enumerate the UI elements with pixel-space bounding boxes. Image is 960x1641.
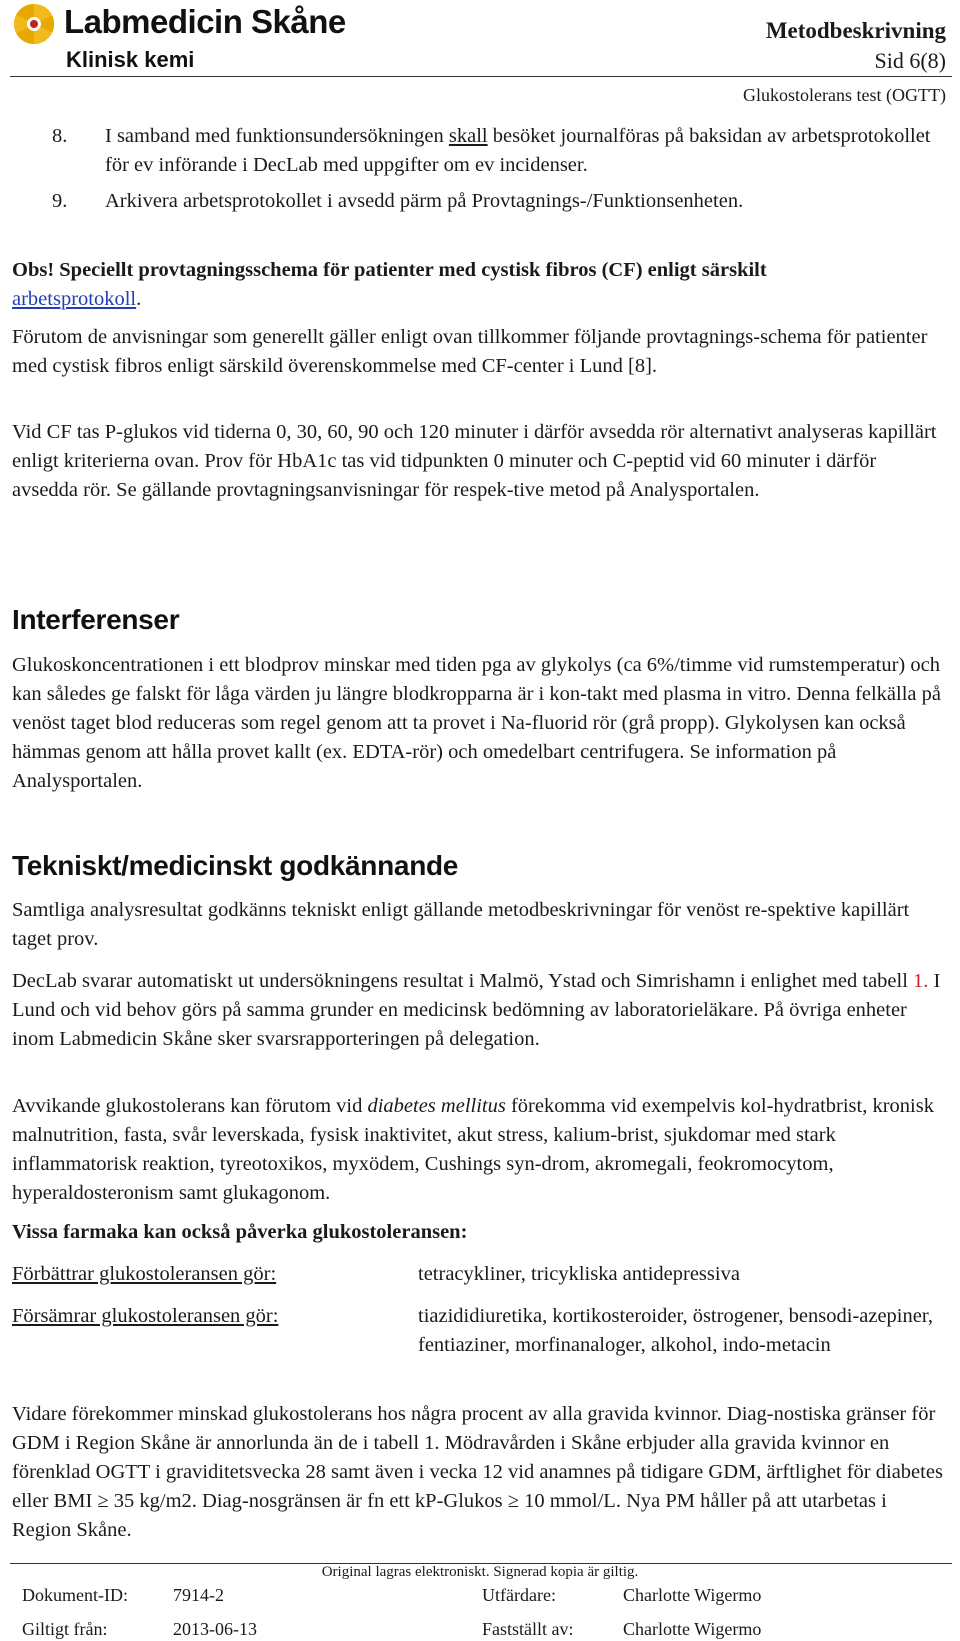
drugs-heading: Vissa farmaka kan också påverka glukostoleransen:: [12, 1221, 468, 1243]
section-heading-approval: Tekniskt/medicinskt godkännande: [12, 850, 459, 881]
list-item: Arkivera arbetsprotokollet i avsedd pärm på Provtagnings-/Funktionsenheten.: [105, 190, 744, 212]
list-item: I samband med funktionsundersökningen skall besöket journalföras på baksidan av arbetsprotokollet för ev införande i DecLab med uppgifter om ev incidenser.: [105, 125, 931, 176]
table-reference: 1: [913, 970, 924, 992]
header-divider: [10, 76, 952, 77]
approval-paragraph: Samtliga analysresultat godkänns tekniskt enligt gällande metodbeskrivningar för venöst re-spektive kapillärt taget prov.: [12, 899, 910, 950]
page-number: Sid 6(8): [874, 48, 946, 73]
issuer: Charlotte Wigermo: [623, 1585, 762, 1605]
brand-name: Labmedicin Skåne: [64, 3, 346, 40]
cf-paragraph: Förutom de anvisningar som generellt gäller enligt ovan tillkommer följande provtagnings-schema för patienter med cystisk fibros enligt särskild överenskommelse med CF-center i Lund [8].: [12, 326, 928, 377]
list-item-number: 8.: [52, 125, 68, 147]
section-heading-interference: Interferenser: [12, 604, 180, 635]
gdm-paragraph: Vidare förekommer minskad glukostolerans hos några procent av alla gravida kvinnor. Diag-nostiska gränser för GDM i Region Skåne är annorlunda än de i tabell 1. Mödravården i Skåne erbjuder alla gravida kvinnor en förenklad OGTT i graviditetsvecka 28 samt även i vecka 12 vid anamnes på tidigare GDM, ärftlighet för diabetes eller BMI ≥ 35 kg/m2. Diag-nosgränsen är fn ett kP-Glukos ≥ 10 mmol/L. Nya PM håller på att utarbetas i Region Skåne.: [12, 1403, 943, 1541]
interference-paragraph: Glukoskoncentrationen i ett blodprov minskar med tiden pga av glykolys (ca 6%/timme vid rumstemperatur) och kan således ge falskt för låga värden ju längre blodkropparna är i kon-takt med plasma in vitro. Denna felkälla på venöst taget blod reduceras som regel genom att ta provet i Na-fluorid rör (grå propp). Glykolysen kan också hämmas genom att hålla provet kallt (ex. EDTA-rör) och omedelbart centrifugera. Se information på Analysportalen.: [12, 654, 941, 792]
valid-from-label: Giltigt från:: [22, 1619, 108, 1639]
logo-icon: [12, 2, 56, 46]
department-name: Klinisk kemi: [66, 47, 195, 72]
doc-id-label: Dokument-ID:: [22, 1585, 128, 1605]
cf-paragraph: Vid CF tas P-glukos vid tiderna 0, 30, 60, 90 och 120 minuter i därför avsedda rör alternativt analyseras kapillärt enligt kriterierna ovan. Prov för HbA1c tas vid tidpunkten 0 minuter och C-peptid vid 60 minuter i därför avsedda rör. Se gällande provtagningsanvisningar för respek-tive metod på Analysportalen.: [12, 421, 937, 501]
approval-paragraph: DecLab svarar automatiskt ut undersökningens resultat i Malmö, Ystad och Simrishamn i enlighet med tabell 1. I Lund och vid behov görs på samma grunder en medicinsk bedömning av laboratorieläkare. På övriga enheter inom Labmedicin Skåne sker svarsrapporteringen på delegation.: [12, 970, 941, 1050]
drug-effect-label: Förbättrar glukostoleransen gör:: [12, 1263, 277, 1285]
obs-note: Obs! Speciellt provtagningsschema för patienter med cystisk fibros (CF) enligt särskilt arbetsprotokoll.: [12, 259, 767, 310]
approved-by: Charlotte Wigermo: [623, 1619, 762, 1639]
drug-effect-label: Försämrar glukostoleransen gör:: [12, 1305, 279, 1327]
header-meta: [743, 16, 946, 108]
doc-type: Metodbeskrivning: [765, 18, 946, 43]
valid-from: 2013-06-13: [173, 1619, 257, 1639]
doc-id: 7914-2: [173, 1585, 224, 1605]
drug-effect-value: tetracykliner, tricykliska antidepressiva: [418, 1263, 740, 1285]
drug-effect-value: tiazididiuretika, kortikosteroider, östrogener, bensodi-azepiner, fentiaziner, morfinanaloger, alkohol, indo-metacin: [418, 1305, 933, 1356]
doc-title: Glukostolerans test (OGTT): [743, 85, 946, 105]
protocol-link[interactable]: arbetsprotokoll: [12, 288, 137, 310]
footer-note: Original lagras elektroniskt. Signerad kopia är giltig.: [321, 1564, 639, 1580]
list-item-number: 9.: [52, 190, 68, 212]
approval-paragraph: Avvikande glukostolerans kan förutom vid diabetes mellitus förekomma vid exempelvis kol-hydratbrist, kronisk malnutrition, fasta, svår leverskada, fysisk inaktivitet, akut stress, kalium-brist, sjukdomar med stark inflammatorisk reaktion, tyreotoxikos, myxödem, Cushings syn-drom, akromegali, feokromocytom, hyperaldosteronism samt glukagonom.: [12, 1095, 934, 1204]
emphasis-underline: skall: [448, 125, 488, 147]
approved-by-label: Fastställt av:: [482, 1619, 574, 1639]
issuer-label: Utfärdare:: [482, 1585, 556, 1605]
